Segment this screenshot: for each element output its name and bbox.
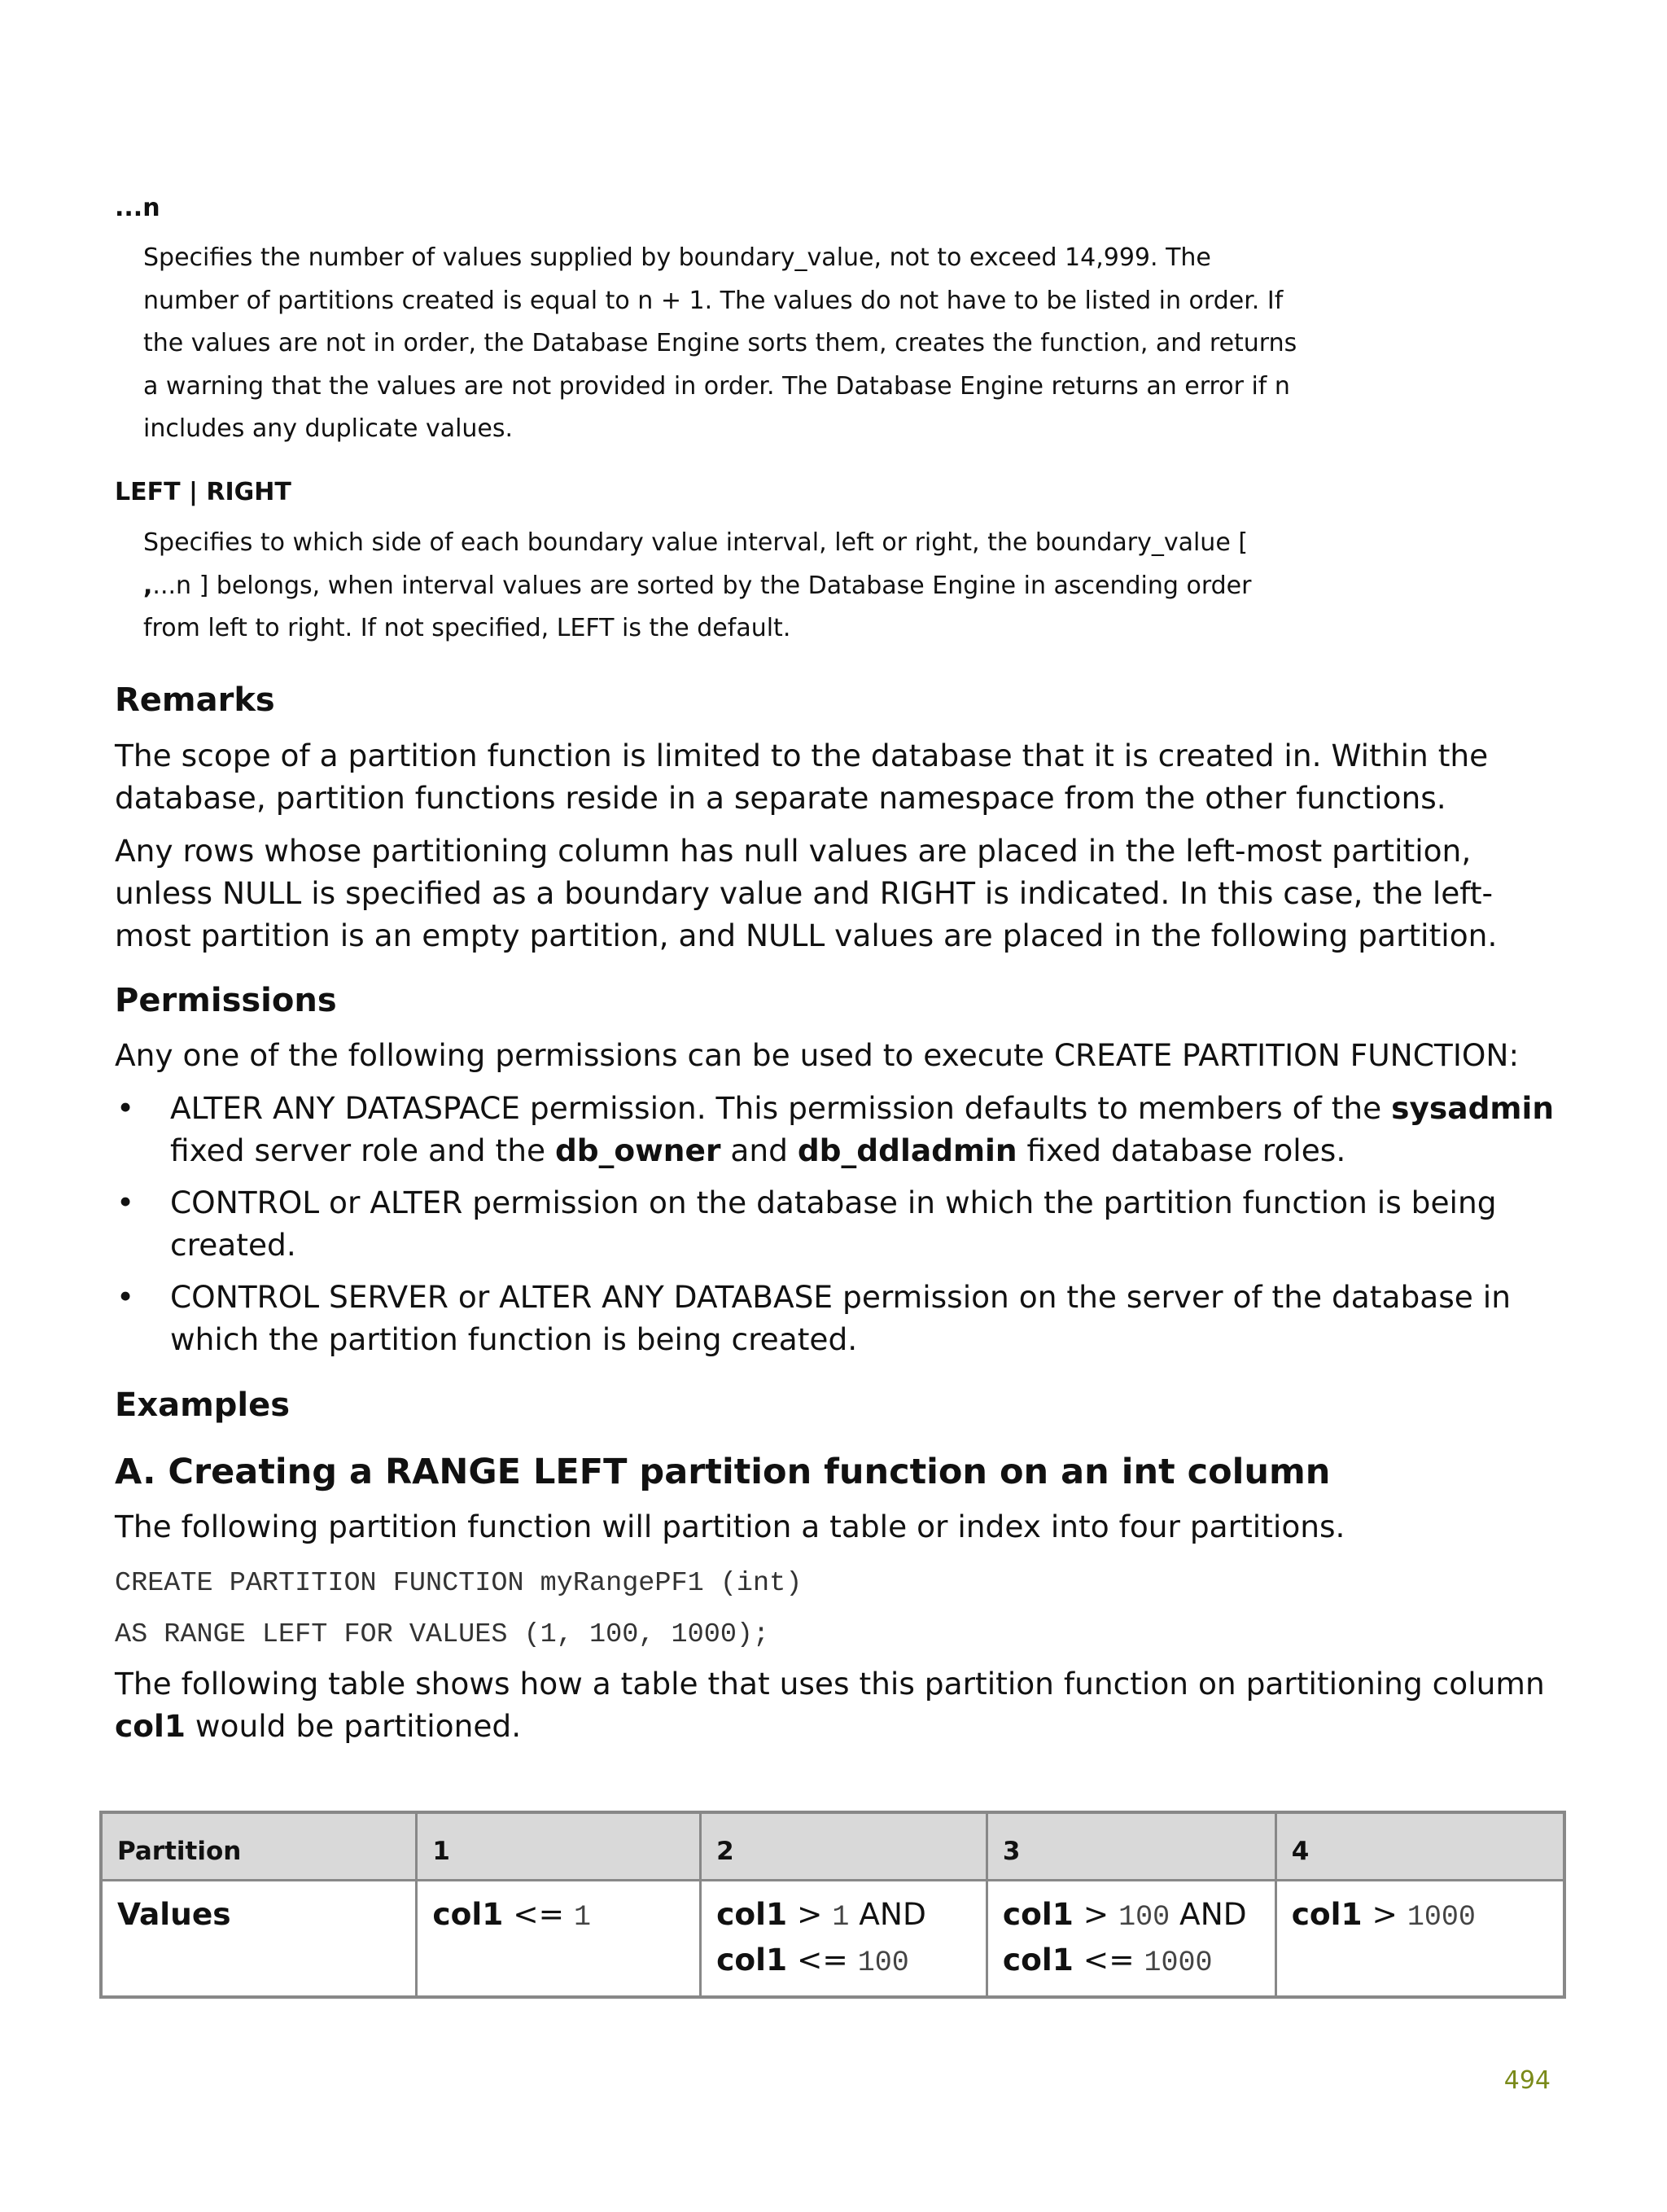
permission-item-1: • ALTER ANY DATASPACE permission. This permission defaults to members of the sysadmin fixed server role and the db_owner and db_ddladmin fixed database roles. — [115, 1087, 1564, 1172]
table-row — [101, 1881, 1564, 1998]
partition-4-range: col1 > 1000 — [1275, 1881, 1564, 1998]
table-header-cell: 4 — [1275, 1812, 1564, 1881]
example-a-intro: The following partition function will partition a table or index into four partitions. — [115, 1509, 1345, 1544]
bullet-icon: • — [116, 1090, 135, 1126]
table-intro: The following table shows how a table that uses this partition function on partitioning column col1 would be partitioned. — [115, 1666, 1545, 1744]
table-header-cell: 1 — [417, 1812, 701, 1881]
permissions-list — [115, 1087, 1564, 1370]
example-a-title: A. Creating a RANGE LEFT partition function on an int column — [115, 1452, 1331, 1492]
permissions-intro: Any one of the following permissions can be used to execute CREATE PARTITION FUNCTION: — [115, 1037, 1520, 1073]
permission-item-2: • CONTROL or ALTER permission on the database in which the partition function is being created. — [115, 1181, 1564, 1266]
examples-heading: Examples — [115, 1386, 291, 1424]
permissions-heading: Permissions — [115, 982, 337, 1019]
code-line-2: AS RANGE LEFT FOR VALUES (1, 100, 1000); — [115, 1619, 770, 1650]
partition-3-range: col1 > 100 AND col1 <= 1000 — [987, 1881, 1275, 1998]
partition-2-range: col1 > 1 AND col1 <= 100 — [701, 1881, 987, 1998]
partition-1-range: col1 <= 1 — [417, 1881, 701, 1998]
remarks-paragraph-1: The scope of a partition function is limited to the database that it is created in. Within the database, partition functions reside in a separate namespace from the other functions. — [115, 738, 1489, 816]
table-header-cell: Partition — [101, 1812, 417, 1881]
bullet-icon: • — [116, 1279, 135, 1315]
arg-desc-n: Specifies the number of values supplied by boundary_value, not to exceed 14,999. The number of partitions created is equal to n + 1. The values do not have to be listed in order. If the values are not in order, the Database Engine sorts them, creates the function, and returns a warning that the values are not provided in order. The Database Engine returns an error if n includes any duplicate values. — [143, 243, 1297, 443]
row-label-cell: Values — [101, 1881, 417, 1998]
table-header-cell: 3 — [987, 1812, 1275, 1881]
remarks-heading: Remarks — [115, 681, 275, 719]
table-header-row — [101, 1812, 1564, 1881]
partition-table — [99, 1811, 1566, 1999]
arg-term-left-right: LEFT | RIGHT — [115, 478, 291, 506]
code-line-1: CREATE PARTITION FUNCTION myRangePF1 (int) — [115, 1568, 803, 1599]
permission-item-3: • CONTROL SERVER or ALTER ANY DATABASE permission on the server of the database in which the partition function is being created. — [115, 1276, 1564, 1360]
arg-term-n: ...n — [115, 194, 160, 222]
bullet-icon: • — [116, 1185, 135, 1220]
remarks-paragraph-2: Any rows whose partitioning column has null values are placed in the left-most partition, unless NULL is specified as a boundary value and RIGHT is indicated. In this case, the left-most partition is an empty partition, and NULL values are placed in the following partition. — [115, 833, 1498, 953]
table-header-cell: 2 — [701, 1812, 987, 1881]
page-number: 494 — [1503, 2066, 1551, 2095]
arg-desc-left-right: Specifies to which side of each boundary value interval, left or right, the boundary_value [ ,...n ] belongs, when interval values are sorted by the Database Engine in ascending order from left to right. If not specified, LEFT is the default. — [143, 528, 1252, 642]
